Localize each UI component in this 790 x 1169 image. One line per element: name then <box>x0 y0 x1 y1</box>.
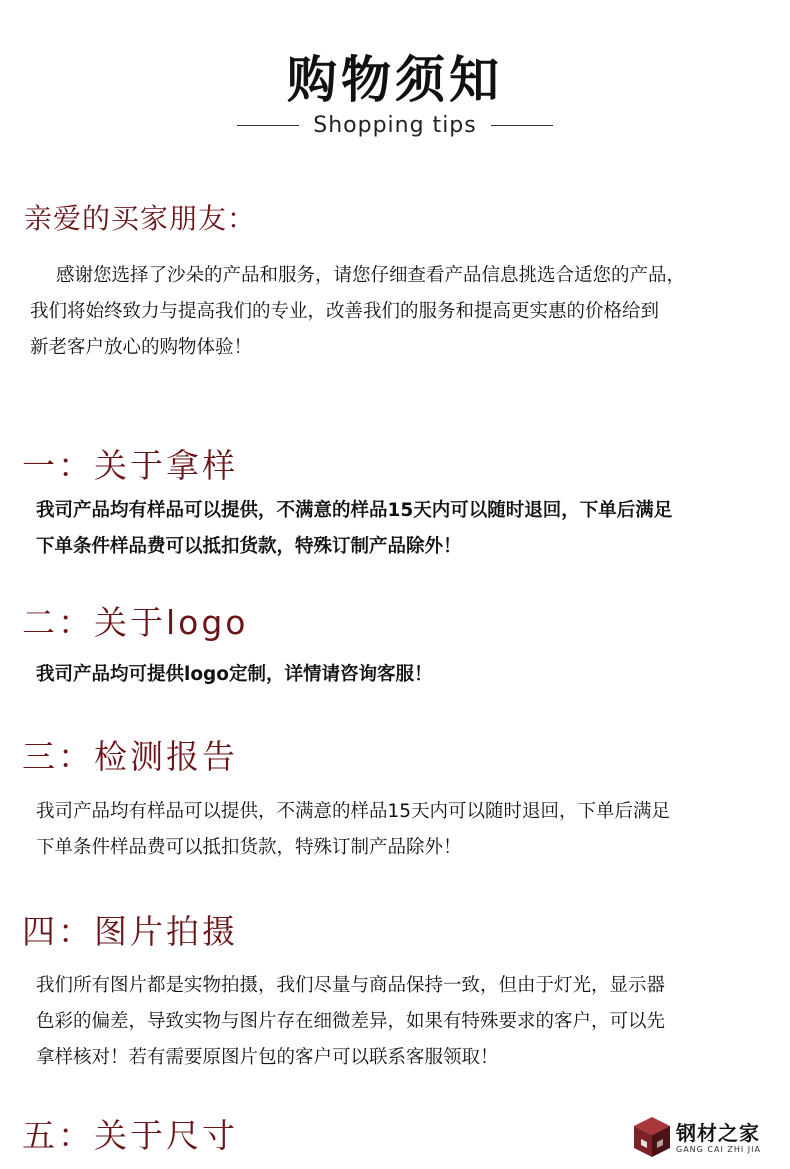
section-body-report <box>36 794 776 866</box>
greeting: 亲爱的买家朋友： <box>24 202 257 235</box>
intro-line: 感谢您选择了沙朵的产品和服务，请您仔细查看产品信息挑选合适您的产品， <box>56 265 686 286</box>
section-body-logo <box>36 657 776 693</box>
body-line: 我司产品均有样品可以提供，不满意的样品15天内可以随时退回，下单后满足 <box>36 801 671 822</box>
logo-name-en: GANG CAI ZHI JIA <box>676 1145 761 1154</box>
body-line: 我司产品均可提供logo定制，详情请咨询客服！ <box>36 664 433 685</box>
intro-paragraph <box>30 258 775 366</box>
section-heading-sample: 一：关于拿样 <box>22 446 238 485</box>
body-line: 色彩的偏差，导致实物与图片存在细微差异，如果有特殊要求的客户，可以先 <box>36 1011 666 1032</box>
cube-logo-icon <box>632 1115 672 1159</box>
brand-logo <box>632 1115 782 1159</box>
section-heading-size: 五：关于尺寸 <box>22 1116 238 1155</box>
divider-left <box>237 125 299 126</box>
section-body-sample <box>36 493 776 565</box>
subtitle-row <box>0 108 790 142</box>
section-heading-photos: 四：图片拍摄 <box>22 912 238 951</box>
page-subtitle: Shopping tips <box>313 112 477 138</box>
intro-line: 我们将始终致力与提高我们的专业，改善我们的服务和提高更实惠的价格给到 <box>30 301 660 322</box>
body-line: 下单条件样品费可以抵扣货款，特殊订制产品除外！ <box>36 837 462 858</box>
logo-name-cn: 钢材之家 <box>676 1121 760 1145</box>
body-line: 我司产品均有样品可以提供，不满意的样品15天内可以随时退回，下单后满足 <box>36 500 673 521</box>
section-body-photos <box>36 968 776 1076</box>
page-title: 购物须知 <box>287 51 503 109</box>
divider-right <box>491 125 553 126</box>
intro-line: 新老客户放心的购物体验！ <box>30 337 253 358</box>
body-line: 下单条件样品费可以抵扣货款，特殊订制产品除外！ <box>36 536 462 557</box>
body-line: 拿样核对！若有需要原图片包的客户可以联系客服领取！ <box>36 1047 499 1068</box>
section-heading-report: 三：检测报告 <box>22 737 238 776</box>
body-line: 我们所有图片都是实物拍摄，我们尽量与商品保持一致，但由于灯光，显示器 <box>36 975 666 996</box>
section-heading-logo: 二：关于logo <box>22 603 249 642</box>
